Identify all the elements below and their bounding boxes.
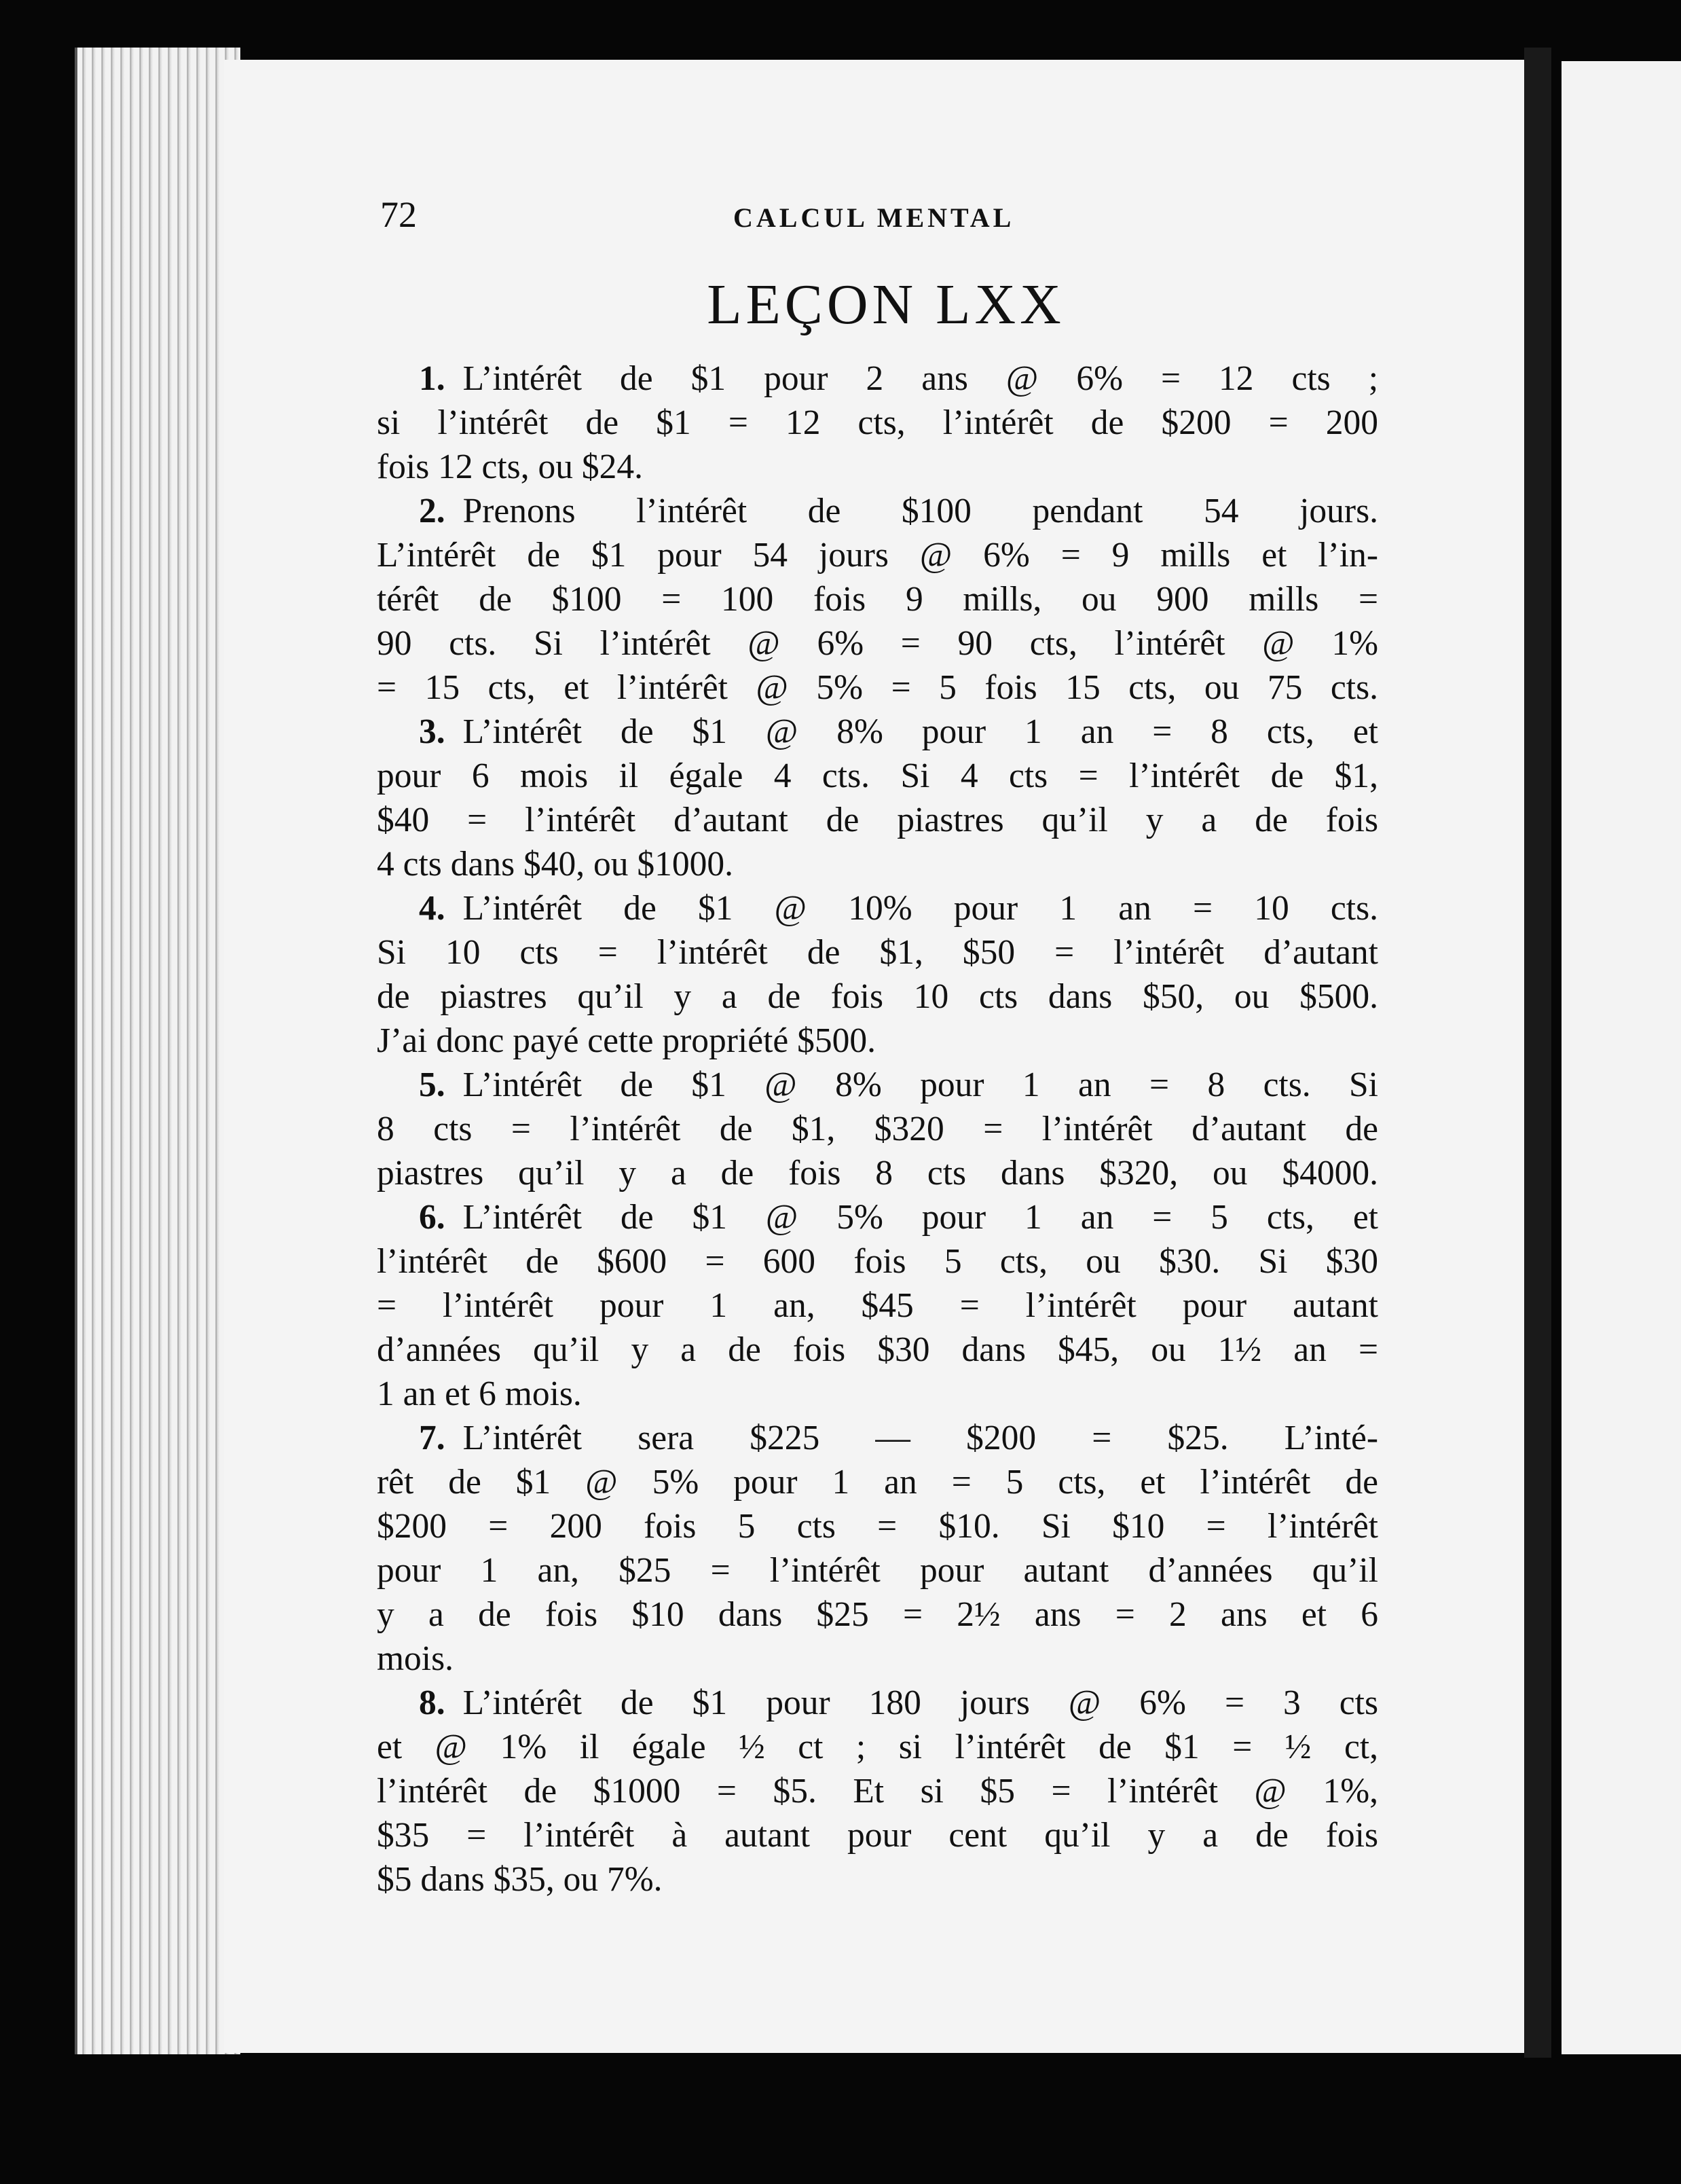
paragraph-line: 1. L’intérêt de $1 pour 2 ans @ 6% = 12 cts ; — [419, 359, 1378, 398]
paragraph-line: 90 cts. Si l’intérêt @ 6% = 90 cts, l’intérêt @ 1% — [377, 624, 1378, 663]
paragraph-line: Si 10 cts = l’intérêt de $1, $50 = l’intérêt d’autant — [377, 933, 1378, 972]
paragraph-1 — [377, 357, 1378, 489]
paragraph-line: J’ai donc payé cette propriété $500. — [377, 1021, 876, 1060]
paragraph-line: L’intérêt de $1 pour 54 jours @ 6% = 9 mills et l’in- — [377, 536, 1378, 575]
paragraph-line: = 15 cts, et l’intérêt @ 5% = 5 fois 15 cts, ou 75 cts. — [377, 668, 1378, 707]
paragraph-line: mois. — [377, 1639, 454, 1678]
paragraph-line: l’intérêt de $1000 = $5. Et si $5 = l’intérêt @ 1%, — [377, 1772, 1378, 1810]
paragraph-line: 4 cts dans $40, ou $1000. — [377, 845, 733, 884]
paragraph-line: $200 = 200 fois 5 cts = $10. Si $10 = l’intérêt — [377, 1507, 1378, 1546]
paragraph-line: 1 an et 6 mois. — [377, 1375, 582, 1413]
paragraph-line: $35 = l’intérêt à autant pour cent qu’il y a de fois — [377, 1816, 1378, 1855]
paragraph-line: pour 1 an, $25 = l’intérêt pour autant d’années qu’il — [377, 1551, 1378, 1590]
paragraph-line: piastres qu’il y a de fois 8 cts dans $320, ou $4000. — [377, 1154, 1378, 1193]
paragraph-line: $5 dans $35, ou 7%. — [377, 1860, 663, 1899]
paragraph-8 — [377, 1681, 1378, 1901]
paragraph-line: l’intérêt de $600 = 600 fois 5 cts, ou $30. Si $30 — [377, 1242, 1378, 1281]
paragraph-line: 4. L’intérêt de $1 @ 10% pour 1 an = 10 cts. — [419, 889, 1378, 928]
paragraph-line: pour 6 mois il égale 4 cts. Si 4 cts = l’intérêt de $1, — [377, 757, 1378, 795]
paragraph-2 — [377, 489, 1378, 710]
lesson-title: LEÇON LXX — [707, 273, 1065, 336]
paragraph-line: 6. L’intérêt de $1 @ 5% pour 1 an = 5 cts, et — [419, 1198, 1378, 1237]
paragraph-line: 8. L’intérêt de $1 pour 180 jours @ 6% = 3 cts — [419, 1684, 1378, 1722]
paragraph-line: $40 = l’intérêt d’autant de piastres qu’il y a de fois — [377, 801, 1378, 839]
paragraph-line: 5. L’intérêt de $1 @ 8% pour 1 an = 8 cts. Si — [419, 1066, 1378, 1104]
paragraph-line: 3. L’intérêt de $1 @ 8% pour 1 an = 8 cts, et — [419, 712, 1378, 751]
paragraph-line: rêt de $1 @ 5% pour 1 an = 5 cts, et l’intérêt de — [377, 1463, 1378, 1502]
paragraph-line: 8 cts = l’intérêt de $1, $320 = l’intérêt d’autant de — [377, 1110, 1378, 1148]
paragraph-line: = l’intérêt pour 1 an, $45 = l’intérêt pour autant — [377, 1286, 1378, 1325]
gutter-shadow — [1524, 48, 1551, 2058]
paragraph-line: et @ 1% il égale ½ ct ; si l’intérêt de $1 = ½ ct, — [377, 1728, 1378, 1766]
paragraph-line: si l’intérêt de $1 = 12 cts, l’intérêt de $200 = 200 — [377, 403, 1378, 442]
paragraph-number: 2. — [419, 492, 445, 530]
paragraph-number: 8. — [419, 1684, 445, 1722]
paragraph-3 — [377, 710, 1378, 886]
paragraph-4 — [377, 886, 1378, 1063]
paragraph-5 — [377, 1063, 1378, 1195]
paragraph-line: d’années qu’il y a de fois $30 dans $45, ou 1½ an = — [377, 1330, 1378, 1369]
paragraph-line: 7. L’intérêt sera $225 — $200 = $25. L’inté- — [419, 1419, 1378, 1457]
page-header — [380, 194, 1392, 241]
paragraph-7 — [377, 1416, 1378, 1681]
paragraph-line: y a de fois $10 dans $25 = 2½ ans = 2 ans et 6 — [377, 1595, 1378, 1634]
paragraph-line: de piastres qu’il y a de fois 10 cts dans $50, ou $500. — [377, 977, 1378, 1016]
lesson-body — [377, 357, 1378, 1901]
paragraph-number: 5. — [419, 1066, 445, 1104]
paragraph-line: 2. Prenons l’intérêt de $100 pendant 54 jours. — [419, 492, 1378, 530]
running-head: CALCUL MENTAL — [733, 202, 1015, 233]
paragraph-number: 3. — [419, 712, 445, 751]
paragraph-line: térêt de $100 = 100 fois 9 mills, ou 900 mills = — [377, 580, 1378, 619]
paragraph-number: 6. — [419, 1198, 445, 1237]
paragraph-number: 1. — [419, 359, 445, 398]
paragraph-number: 7. — [419, 1419, 445, 1457]
paragraph-number: 4. — [419, 889, 445, 928]
paragraph-6 — [377, 1195, 1378, 1416]
page-edges — [75, 48, 240, 2054]
page-number: 72 — [380, 194, 417, 235]
paragraph-line: fois 12 cts, ou $24. — [377, 448, 643, 486]
adjacent-page — [1562, 61, 1681, 2054]
